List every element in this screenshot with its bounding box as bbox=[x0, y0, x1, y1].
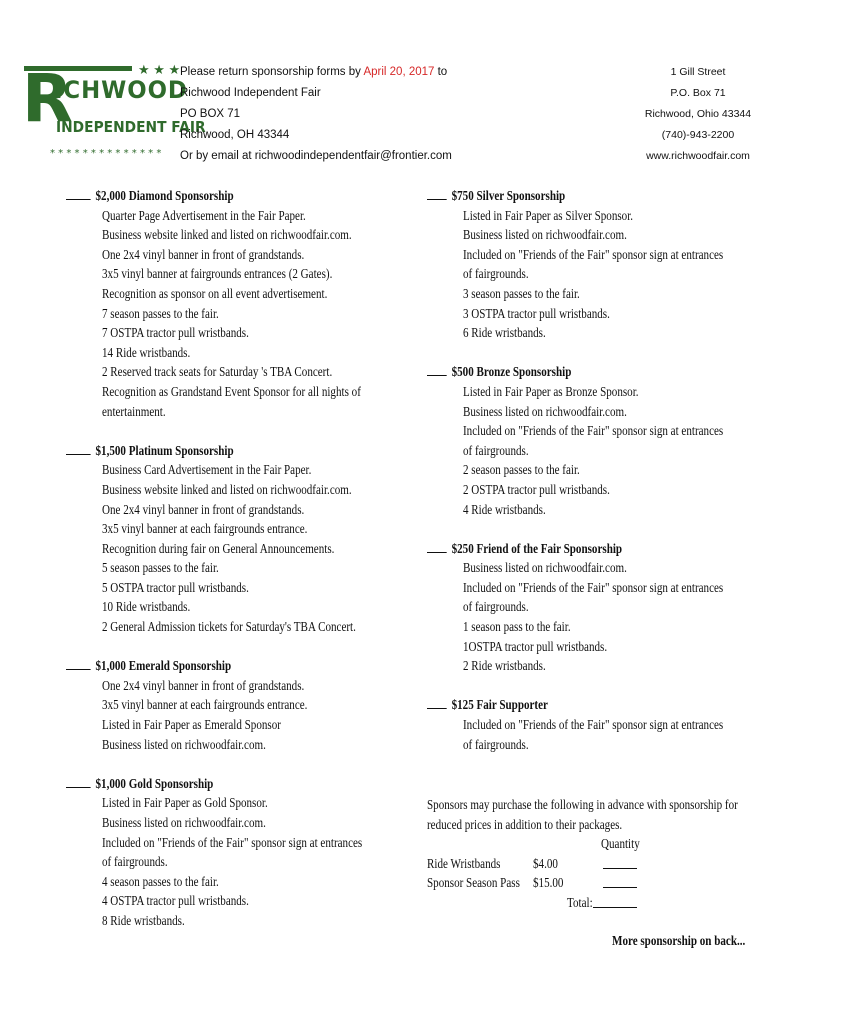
benefit-item: Listed in Fair Paper as Bronze Sponsor. bbox=[463, 383, 639, 399]
sponsorship-title: $2,000 Diamond Sponsorship bbox=[66, 186, 345, 206]
benefit-item: Listed in Fair Paper as Gold Sponsor. bbox=[102, 795, 268, 811]
logo-top-word: ICHWOOD bbox=[54, 76, 188, 104]
sponsorship-friend bbox=[427, 539, 747, 676]
benefit-item: 3 OSTPA tractor pull wristbands. bbox=[463, 305, 610, 321]
total-input[interactable] bbox=[593, 907, 637, 908]
benefit-item: 3x5 vinyl banner at fairgrounds entrances (2 Gates). bbox=[102, 266, 333, 282]
benefit-item: Business Card Advertisement in the Fair Paper. bbox=[102, 462, 312, 478]
benefit-item: Listed in Fair Paper as Emerald Sponsor bbox=[102, 717, 281, 733]
advance-row-pass bbox=[427, 873, 747, 893]
benefit-item: 2 General Admission tickets for Saturday's TBA Concert. bbox=[102, 619, 356, 635]
benefit-item: of fairgrounds. bbox=[102, 854, 168, 870]
advance-text-2: reduced prices in addition to their packages. bbox=[427, 816, 623, 832]
benefit-item: Business listed on richwoodfair.com. bbox=[102, 736, 266, 752]
advance-item-name: Ride Wristbands bbox=[427, 855, 501, 871]
benefit-item: 1OSTPA tractor pull wristbands. bbox=[463, 638, 608, 654]
benefit-item: One 2x4 vinyl banner in front of grandstands. bbox=[102, 246, 305, 262]
benefit-item: 5 OSTPA tractor pull wristbands. bbox=[102, 579, 249, 595]
return-deadline: April 20, 2017 bbox=[363, 66, 435, 78]
benefit-item: 14 Ride wristbands. bbox=[102, 344, 191, 360]
left-column bbox=[66, 186, 406, 931]
benefit-item: of fairgrounds. bbox=[463, 736, 529, 752]
sponsorship-diamond bbox=[66, 186, 406, 421]
benefit-item: 4 Ride wristbands. bbox=[463, 501, 546, 517]
benefit-item: Included on "Friends of the Fair" sponsor sign at entrances bbox=[463, 579, 724, 595]
benefit-item: Included on "Friends of the Fair" sponsor sign at entrances bbox=[463, 717, 724, 733]
sponsorship-title: $250 Friend of the Fair Sponsorship bbox=[427, 539, 689, 559]
checkbox-line[interactable] bbox=[66, 775, 91, 788]
fair-address bbox=[638, 62, 758, 167]
benefit-item: of fairgrounds. bbox=[463, 442, 529, 458]
advance-total-row bbox=[427, 893, 747, 913]
advance-purchase bbox=[427, 795, 747, 913]
sponsorship-silver bbox=[427, 186, 747, 343]
benefit-item: 7 OSTPA tractor pull wristbands. bbox=[102, 325, 249, 341]
advance-item-name: Sponsor Season Pass bbox=[427, 875, 520, 891]
return-line-3: PO BOX 71 bbox=[180, 108, 241, 120]
benefit-item: of fairgrounds. bbox=[463, 266, 529, 282]
sponsorship-emerald bbox=[66, 656, 406, 754]
sponsorship-title: $1,000 Gold Sponsorship bbox=[66, 774, 345, 794]
benefit-item: 6 Ride wristbands. bbox=[463, 325, 546, 341]
checkbox-line[interactable] bbox=[66, 442, 91, 455]
benefit-item: entertainment. bbox=[102, 403, 166, 419]
return-line-2: Richwood Independent Fair bbox=[180, 87, 321, 99]
quantity-header: Quantity bbox=[601, 836, 640, 852]
address-city: Richwood, Ohio 43344 bbox=[644, 108, 752, 120]
sponsorship-title: $500 Bronze Sponsorship bbox=[427, 362, 689, 382]
benefit-item: Included on "Friends of the Fair" sponsor sign at entrances bbox=[102, 834, 363, 850]
benefit-item: Recognition as sponsor on all event advertisement. bbox=[102, 285, 328, 301]
benefit-item: One 2x4 vinyl banner in front of grandstands. bbox=[102, 677, 305, 693]
sponsorship-title: $1,500 Platinum Sponsorship bbox=[66, 441, 345, 461]
benefit-item: Business website linked and listed on richwoodfair.com. bbox=[102, 227, 352, 243]
return-prefix: Please return sponsorship forms by bbox=[180, 66, 364, 78]
return-line-1 bbox=[180, 62, 452, 83]
benefit-item: 8 Ride wristbands. bbox=[102, 912, 185, 928]
benefit-item: Business listed on richwoodfair.com. bbox=[463, 403, 627, 419]
sponsorship-title: $1,000 Emerald Sponsorship bbox=[66, 656, 345, 676]
svg-text:* * * * * * * * * * * * * *: * * * * * * * * * * * * * * bbox=[50, 148, 162, 159]
benefit-item: Business website linked and listed on richwoodfair.com. bbox=[102, 481, 352, 497]
more-on-back-note: More sponsorship on back... bbox=[612, 933, 746, 948]
benefit-item: 2 Ride wristbands. bbox=[463, 658, 546, 674]
benefit-item: 10 Ride wristbands. bbox=[102, 599, 191, 615]
address-street: 1 Gill Street bbox=[670, 66, 726, 78]
benefit-item: 7 season passes to the fair. bbox=[102, 305, 219, 321]
checkbox-line[interactable] bbox=[427, 540, 447, 553]
benefit-item: One 2x4 vinyl banner in front of grandstands. bbox=[102, 501, 305, 517]
advance-item-price: $15.00 bbox=[533, 875, 564, 891]
sponsorship-supporter bbox=[427, 695, 747, 754]
benefit-item: 1 season pass to the fair. bbox=[463, 619, 571, 635]
quantity-input[interactable] bbox=[603, 887, 637, 888]
sponsorship-bronze bbox=[427, 362, 747, 519]
sponsorship-title: $125 Fair Supporter bbox=[427, 695, 689, 715]
benefit-item: Listed in Fair Paper as Silver Sponsor. bbox=[463, 207, 634, 223]
benefit-item: Recognition as Grandstand Event Sponsor for all nights of bbox=[102, 383, 361, 399]
sponsorship-platinum bbox=[66, 441, 406, 637]
sponsorship-title: $750 Silver Sponsorship bbox=[427, 186, 689, 206]
address-website: www.richwoodfair.com bbox=[646, 150, 750, 162]
advance-item-price: $4.00 bbox=[533, 855, 558, 871]
benefit-item: Included on "Friends of the Fair" sponsor sign at entrances bbox=[463, 246, 724, 262]
return-instructions bbox=[180, 62, 452, 167]
benefit-item: Recognition during fair on General Announcements. bbox=[102, 540, 335, 556]
checkbox-line[interactable] bbox=[427, 363, 447, 376]
right-column bbox=[427, 186, 747, 754]
return-line-4: Richwood, OH 43344 bbox=[180, 129, 290, 141]
svg-text:★ ★ ★: ★ ★ ★ bbox=[138, 62, 181, 77]
benefit-item: Business listed on richwoodfair.com. bbox=[463, 227, 627, 243]
benefit-item: 5 season passes to the fair. bbox=[102, 560, 219, 576]
benefit-item: 3 season passes to the fair. bbox=[463, 285, 580, 301]
quantity-input[interactable] bbox=[603, 868, 637, 869]
benefit-item: 2 season passes to the fair. bbox=[463, 462, 580, 478]
benefit-item: 2 OSTPA tractor pull wristbands. bbox=[463, 481, 610, 497]
fair-logo bbox=[20, 58, 206, 168]
benefit-item: 2 Reserved track seats for Saturday 's TBA Concert. bbox=[102, 364, 333, 380]
address-phone: (740)-943-2200 bbox=[661, 129, 735, 141]
logo-big-letter: R bbox=[22, 60, 73, 137]
advance-row-ride bbox=[427, 854, 747, 874]
return-email: Or by email at richwoodindependentfair@frontier.com bbox=[180, 150, 452, 162]
return-suffix: to bbox=[434, 66, 448, 78]
benefit-item: 4 OSTPA tractor pull wristbands. bbox=[102, 893, 249, 909]
logo-bottom-word: INDEPENDENT FAIR bbox=[56, 118, 206, 136]
total-label: Total: bbox=[567, 894, 593, 910]
benefit-item: 3x5 vinyl banner at each fairgrounds entrance. bbox=[102, 521, 308, 537]
checkbox-line[interactable] bbox=[66, 187, 91, 200]
checkbox-line[interactable] bbox=[427, 696, 447, 709]
advance-text-1: Sponsors may purchase the following in advance with sponsorship for bbox=[427, 797, 738, 812]
benefit-item: Business listed on richwoodfair.com. bbox=[102, 815, 266, 830]
benefit-item: 4 season passes to the fair. bbox=[102, 873, 219, 889]
benefit-item: Included on "Friends of the Fair" sponsor sign at entrances bbox=[463, 423, 724, 439]
benefit-item: of fairgrounds. bbox=[463, 599, 529, 615]
address-po-box: P.O. Box 71 bbox=[670, 87, 726, 99]
checkbox-line[interactable] bbox=[427, 187, 447, 200]
benefit-item: 3x5 vinyl banner at each fairgrounds entrance. bbox=[102, 697, 308, 713]
benefit-item: Quarter Page Advertisement in the Fair Paper. bbox=[102, 207, 306, 223]
sponsorship-gold bbox=[66, 774, 406, 931]
benefit-item: Business listed on richwoodfair.com. bbox=[463, 560, 627, 576]
checkbox-line[interactable] bbox=[66, 657, 91, 670]
